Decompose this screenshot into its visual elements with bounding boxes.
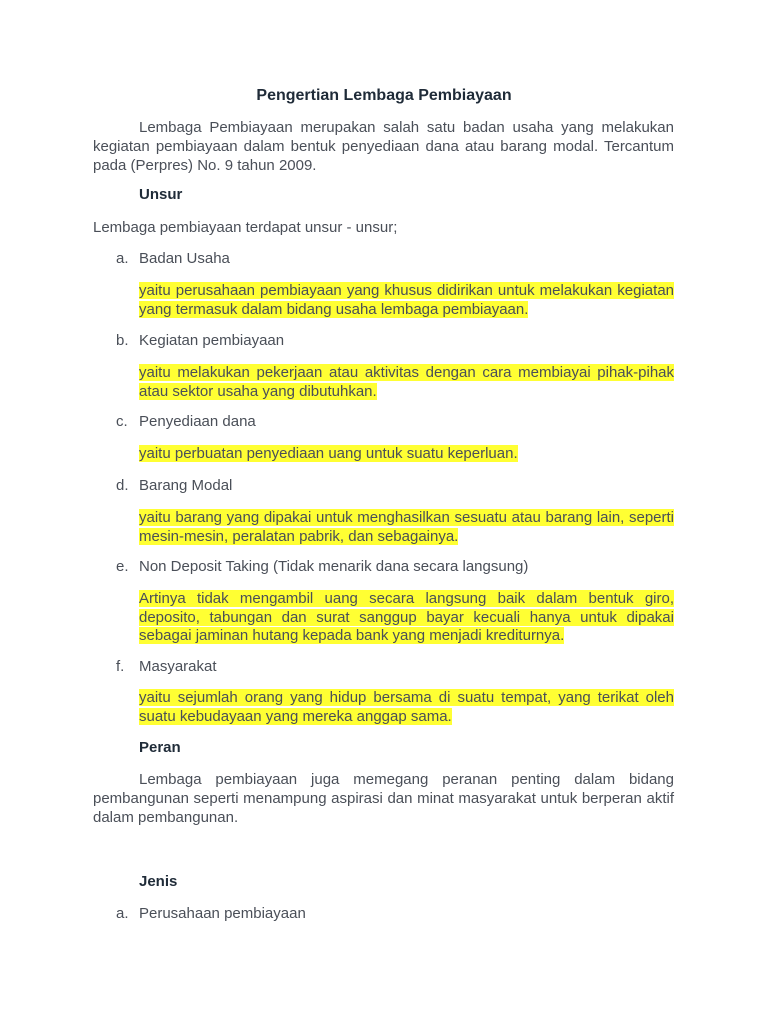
description-text: yaitu perusahaan pembiayaan yang khusus didirikan untuk melakukan kegiatan yang termasuk dalam bidang usaha lembaga pembiayaan.	[139, 282, 674, 318]
list-item	[116, 413, 256, 430]
page-title: Pengertian Lembaga Pembiayaan	[256, 87, 512, 104]
list-marker: c.	[116, 413, 128, 430]
section-heading-unsur: Unsur	[139, 186, 183, 203]
description-text: yaitu melakukan pekerjaan atau aktivitas dengan cara membiayai pihak-pihak atau sektor usaha yang dibutuhkan.	[139, 364, 674, 400]
highlighted-description	[139, 445, 674, 464]
list-marker: d.	[116, 477, 129, 494]
highlighted-description	[139, 282, 674, 319]
list-item	[116, 658, 217, 675]
list-item-label: Barang Modal	[139, 477, 233, 494]
highlighted-description	[139, 590, 674, 646]
highlighted-description	[139, 689, 674, 726]
description-text: yaitu barang yang dipakai untuk menghasilkan sesuatu atau barang lain, seperti mesin-mesin, peralatan pabrik, dan sebagainya.	[139, 509, 674, 545]
highlighted-description	[139, 364, 674, 401]
list-item	[116, 250, 230, 267]
list-item-label: Badan Usaha	[139, 250, 230, 267]
list-item-label: Perusahaan pembiayaan	[139, 905, 306, 922]
peran-paragraph: Lembaga pembiayaan juga memegang peranan penting dalam bidang pembangunan seperti menampung aspirasi dan minat masyarakat untuk berperan aktif dalam pembangunan.	[93, 771, 674, 826]
description-text: yaitu perbuatan penyediaan uang untuk suatu keperluan.	[139, 445, 518, 462]
list-item	[116, 558, 528, 575]
list-item-label: Masyarakat	[139, 658, 217, 675]
list-marker: f.	[116, 658, 125, 675]
highlighted-description	[139, 509, 674, 546]
list-item	[116, 477, 232, 494]
list-marker: a.	[116, 250, 129, 267]
list-marker: a.	[116, 905, 129, 922]
list-marker: e.	[116, 558, 129, 575]
list-marker: b.	[116, 332, 129, 349]
unsur-lead-text: Lembaga pembiayaan terdapat unsur - unsur;	[93, 219, 398, 236]
section-heading-peran: Peran	[139, 739, 181, 756]
intro-paragraph: Lembaga Pembiayaan merupakan salah satu badan usaha yang melakukan kegiatan pembiayaan dalam bentuk penyediaan dana atau barang modal. Tercantum pada (Perpres) No. 9 tahun 2009.	[93, 119, 674, 174]
list-item-label: Non Deposit Taking (Tidak menarik dana secara langsung)	[139, 558, 529, 575]
list-item	[116, 905, 306, 922]
description-text: yaitu sejumlah orang yang hidup bersama di suatu tempat, yang terikat oleh suatu kebudayaan yang mereka anggap sama.	[139, 689, 674, 725]
section-heading-jenis: Jenis	[139, 873, 178, 890]
list-item	[116, 332, 284, 349]
description-text: Artinya tidak mengambil uang secara langsung baik dalam bentuk giro, deposito, tabungan dan surat sanggup bayar kecuali hanya untuk dipakai sebagai jaminan hutang kepada bank yang menjadi krediturnya.	[139, 590, 674, 644]
list-item-label: Kegiatan pembiayaan	[139, 332, 285, 349]
list-item-label: Penyediaan dana	[139, 413, 256, 430]
